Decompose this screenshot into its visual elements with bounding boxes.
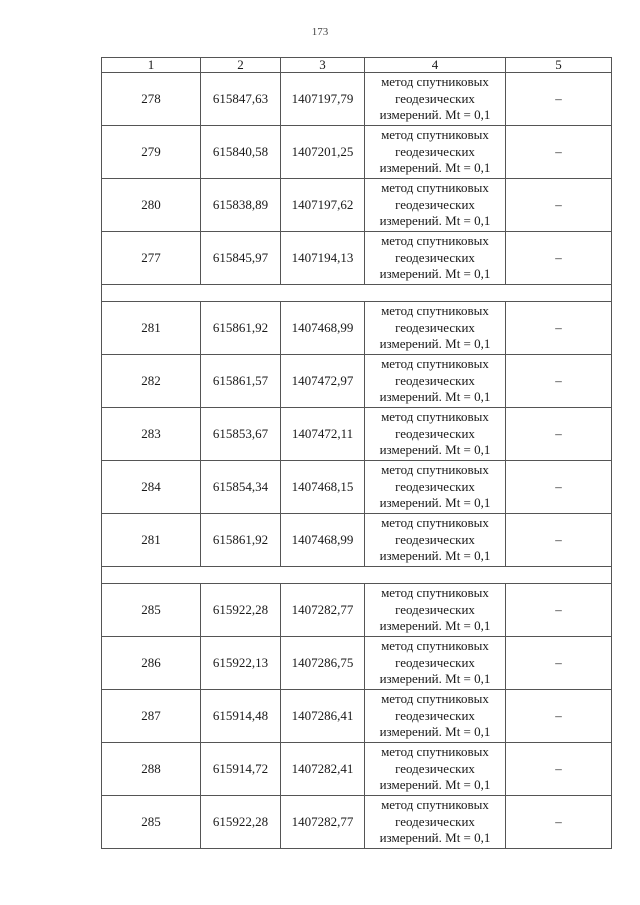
method-text-line: геодезических — [395, 249, 475, 265]
method-text-line: метод спутниковых — [381, 515, 489, 531]
point-number-cell: 278 — [102, 73, 201, 126]
method-cell — [365, 302, 506, 355]
column-header-2: 2 — [201, 58, 281, 73]
method-text-line: измерений. Mt = 0,1 — [379, 266, 491, 282]
note-dash-cell: – — [506, 461, 612, 514]
method-cell — [365, 126, 506, 179]
y-coordinate-cell: 1407201,25 — [281, 126, 365, 179]
note-dash-cell: – — [506, 584, 612, 637]
y-coordinate-cell: 1407468,99 — [281, 514, 365, 567]
method-cell — [365, 637, 506, 690]
method-cell — [365, 514, 506, 567]
table-row — [102, 302, 612, 355]
method-cell — [365, 690, 506, 743]
method-text-line: метод спутниковых — [381, 303, 489, 319]
note-dash-cell: – — [506, 743, 612, 796]
method-text-line: геодезических — [395, 90, 475, 106]
note-dash-cell: – — [506, 408, 612, 461]
table-row — [102, 637, 612, 690]
table-row — [102, 461, 612, 514]
method-cell — [365, 461, 506, 514]
x-coordinate-cell: 615854,34 — [201, 461, 281, 514]
y-coordinate-cell: 1407468,15 — [281, 461, 365, 514]
method-cell — [365, 408, 506, 461]
method-text-line: геодезических — [395, 196, 475, 212]
y-coordinate-cell: 1407197,62 — [281, 179, 365, 232]
group-separator-row — [102, 285, 612, 302]
note-dash-cell: – — [506, 637, 612, 690]
method-text-line: геодезических — [395, 707, 475, 723]
note-dash-cell: – — [506, 690, 612, 743]
y-coordinate-cell: 1407468,99 — [281, 302, 365, 355]
point-number-cell: 279 — [102, 126, 201, 179]
note-dash-cell: – — [506, 355, 612, 408]
point-number-cell: 284 — [102, 461, 201, 514]
group-separator-cell — [102, 567, 612, 584]
x-coordinate-cell: 615914,48 — [201, 690, 281, 743]
method-text-line: измерений. Mt = 0,1 — [379, 618, 491, 634]
column-header-1: 1 — [102, 58, 201, 73]
table-row — [102, 179, 612, 232]
method-text-line: геодезических — [395, 813, 475, 829]
point-number-cell: 287 — [102, 690, 201, 743]
method-text-line: измерений. Mt = 0,1 — [379, 777, 491, 793]
x-coordinate-cell: 615861,92 — [201, 302, 281, 355]
point-number-cell: 285 — [102, 584, 201, 637]
method-text-line: метод спутниковых — [381, 356, 489, 372]
y-coordinate-cell: 1407472,97 — [281, 355, 365, 408]
point-number-cell: 282 — [102, 355, 201, 408]
x-coordinate-cell: 615840,58 — [201, 126, 281, 179]
method-text-line: измерений. Mt = 0,1 — [379, 336, 491, 352]
method-text-line: метод спутниковых — [381, 462, 489, 478]
x-coordinate-cell: 615861,57 — [201, 355, 281, 408]
point-number-cell: 283 — [102, 408, 201, 461]
method-text-line: метод спутниковых — [381, 797, 489, 813]
method-cell — [365, 743, 506, 796]
table-row — [102, 73, 612, 126]
method-text-line: измерений. Mt = 0,1 — [379, 389, 491, 405]
method-text-line: измерений. Mt = 0,1 — [379, 213, 491, 229]
method-cell — [365, 584, 506, 637]
y-coordinate-cell: 1407194,13 — [281, 232, 365, 285]
y-coordinate-cell: 1407282,77 — [281, 584, 365, 637]
method-text-line: измерений. Mt = 0,1 — [379, 548, 491, 564]
table-row — [102, 126, 612, 179]
y-coordinate-cell: 1407282,77 — [281, 796, 365, 849]
method-cell — [365, 355, 506, 408]
y-coordinate-cell: 1407197,79 — [281, 73, 365, 126]
point-number-cell: 277 — [102, 232, 201, 285]
point-number-cell: 285 — [102, 796, 201, 849]
x-coordinate-cell: 615914,72 — [201, 743, 281, 796]
method-text-line: метод спутниковых — [381, 744, 489, 760]
method-text-line: измерений. Mt = 0,1 — [379, 442, 491, 458]
table-row — [102, 796, 612, 849]
column-header-5: 5 — [506, 58, 612, 73]
note-dash-cell: – — [506, 232, 612, 285]
group-separator-cell — [102, 285, 612, 302]
table-row — [102, 232, 612, 285]
method-cell — [365, 796, 506, 849]
method-text-line: метод спутниковых — [381, 409, 489, 425]
method-text-line: измерений. Mt = 0,1 — [379, 107, 491, 123]
method-text-line: метод спутниковых — [381, 180, 489, 196]
y-coordinate-cell: 1407286,41 — [281, 690, 365, 743]
method-text-line: геодезических — [395, 319, 475, 335]
method-text-line: измерений. Mt = 0,1 — [379, 830, 491, 846]
coordinates-table — [101, 57, 612, 849]
page-number: 173 — [311, 26, 329, 38]
table-row — [102, 355, 612, 408]
note-dash-cell: – — [506, 73, 612, 126]
method-text-line: метод спутниковых — [381, 638, 489, 654]
method-text-line: геодезических — [395, 654, 475, 670]
method-text-line: геодезических — [395, 531, 475, 547]
note-dash-cell: – — [506, 126, 612, 179]
point-number-cell: 281 — [102, 514, 201, 567]
table-row — [102, 584, 612, 637]
x-coordinate-cell: 615861,92 — [201, 514, 281, 567]
table-row — [102, 743, 612, 796]
x-coordinate-cell: 615838,89 — [201, 179, 281, 232]
point-number-cell: 286 — [102, 637, 201, 690]
x-coordinate-cell: 615845,97 — [201, 232, 281, 285]
x-coordinate-cell: 615922,28 — [201, 584, 281, 637]
x-coordinate-cell: 615853,67 — [201, 408, 281, 461]
x-coordinate-cell: 615922,28 — [201, 796, 281, 849]
note-dash-cell: – — [506, 179, 612, 232]
method-text-line: геодезических — [395, 478, 475, 494]
note-dash-cell: – — [506, 796, 612, 849]
column-header-4: 4 — [365, 58, 506, 73]
point-number-cell: 288 — [102, 743, 201, 796]
method-text-line: измерений. Mt = 0,1 — [379, 724, 491, 740]
header-row — [102, 58, 612, 73]
table-row — [102, 514, 612, 567]
method-cell — [365, 73, 506, 126]
method-text-line: измерений. Mt = 0,1 — [379, 671, 491, 687]
y-coordinate-cell: 1407282,41 — [281, 743, 365, 796]
note-dash-cell: – — [506, 514, 612, 567]
method-cell — [365, 179, 506, 232]
method-text-line: геодезических — [395, 372, 475, 388]
method-text-line: измерений. Mt = 0,1 — [379, 495, 491, 511]
method-text-line: метод спутниковых — [381, 691, 489, 707]
method-cell — [365, 232, 506, 285]
column-header-3: 3 — [281, 58, 365, 73]
method-text-line: геодезических — [395, 601, 475, 617]
method-text-line: метод спутниковых — [381, 585, 489, 601]
point-number-cell: 281 — [102, 302, 201, 355]
note-dash-cell: – — [506, 302, 612, 355]
method-text-line: метод спутниковых — [381, 233, 489, 249]
x-coordinate-cell: 615847,63 — [201, 73, 281, 126]
x-coordinate-cell: 615922,13 — [201, 637, 281, 690]
method-text-line: метод спутниковых — [381, 74, 489, 90]
method-text-line: геодезических — [395, 425, 475, 441]
group-separator-row — [102, 567, 612, 584]
table-row — [102, 690, 612, 743]
method-text-line: геодезических — [395, 760, 475, 776]
y-coordinate-cell: 1407472,11 — [281, 408, 365, 461]
y-coordinate-cell: 1407286,75 — [281, 637, 365, 690]
method-text-line: метод спутниковых — [381, 127, 489, 143]
method-text-line: геодезических — [395, 143, 475, 159]
point-number-cell: 280 — [102, 179, 201, 232]
table-row — [102, 408, 612, 461]
method-text-line: измерений. Mt = 0,1 — [379, 160, 491, 176]
